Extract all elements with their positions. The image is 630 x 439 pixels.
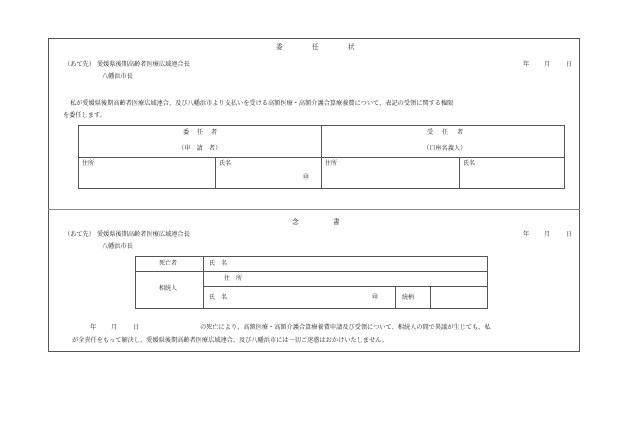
delegator-address-label: 住所 <box>82 160 95 167</box>
pledge-addressee-prefix: （あて先） <box>64 231 95 238</box>
poa-mayor: 八幡浜市長 <box>102 73 133 80</box>
pledge-title-char-2: 書 <box>333 218 340 226</box>
deceased-name-label: 氏 名 <box>209 260 228 267</box>
pledge-date-month: 月 <box>544 231 551 238</box>
poa-date-day: 日 <box>566 61 573 68</box>
poa-addressee: 愛媛県後期高齢者医療広域連合長 <box>97 61 190 68</box>
poa-date-year: 年 <box>523 61 530 68</box>
pledge-body-line-1: の死亡により、高額医療・高額介護合算療養費申請及び受領について、相続人の間で異議が生じても、私 <box>200 324 491 331</box>
delegator-char-1: 委 <box>183 129 190 136</box>
footer-date-day: 日 <box>133 324 140 331</box>
delegate-address-label: 住所 <box>325 160 338 167</box>
heir-label: 相続人 <box>159 285 178 292</box>
pledge-date-day: 日 <box>566 231 573 238</box>
footer-date-month: 月 <box>111 324 118 331</box>
poa-title-char-1: 委 <box>276 43 283 51</box>
delegator-seal: ㊞ <box>303 174 310 181</box>
pledge-body-line-2: が全責任をもって解決し、愛媛県後期高齢者医療広域連合、及び八幡浜市には一切ご迷惑はおかけいたしません。 <box>72 337 388 344</box>
account-holder-label: （口座名義人） <box>423 145 467 152</box>
poa-body-line-1: 私が愛媛県後期高齢者医療広域連合、及び八幡浜市より支払いを受ける高額医療・高額介護合算療養費について、表記の受領に関する権限 <box>70 100 454 107</box>
heir-address-label: 住 所 <box>224 275 243 282</box>
poa-title-char-3: 状 <box>348 43 355 51</box>
delegate-char-1: 受 <box>427 129 434 136</box>
footer-date-year: 年 <box>90 324 97 331</box>
poa-body-line-2: を委任します。 <box>63 112 106 119</box>
pledge-title-char-1: 念 <box>292 218 299 226</box>
poa-addressee-prefix: （あて先） <box>64 61 95 68</box>
delegate-char-2: 任 <box>442 129 449 136</box>
delegate-char-3: 者 <box>457 129 464 136</box>
heir-seal: ㊞ <box>372 294 379 301</box>
section-separator <box>48 209 580 210</box>
pledge-date-year: 年 <box>523 231 530 238</box>
delegate-name-label: 氏名 <box>463 160 476 167</box>
applicant-label: （申 請 者） <box>178 145 222 152</box>
poa-title-char-2: 任 <box>312 43 319 51</box>
pledge-addressee: 愛媛県後期高齢者医療広域連合長 <box>97 231 190 238</box>
relation-label: 続柄 <box>402 294 415 301</box>
deceased-label: 死亡者 <box>159 260 178 267</box>
poa-date-month: 月 <box>544 61 551 68</box>
heir-name-label: 氏 名 <box>209 294 228 301</box>
pledge-table <box>135 256 488 309</box>
delegator-char-3: 者 <box>211 129 218 136</box>
delegator-char-2: 任 <box>197 129 204 136</box>
pledge-mayor: 八幡浜市長 <box>102 243 133 250</box>
delegator-name-label: 氏名 <box>219 160 232 167</box>
